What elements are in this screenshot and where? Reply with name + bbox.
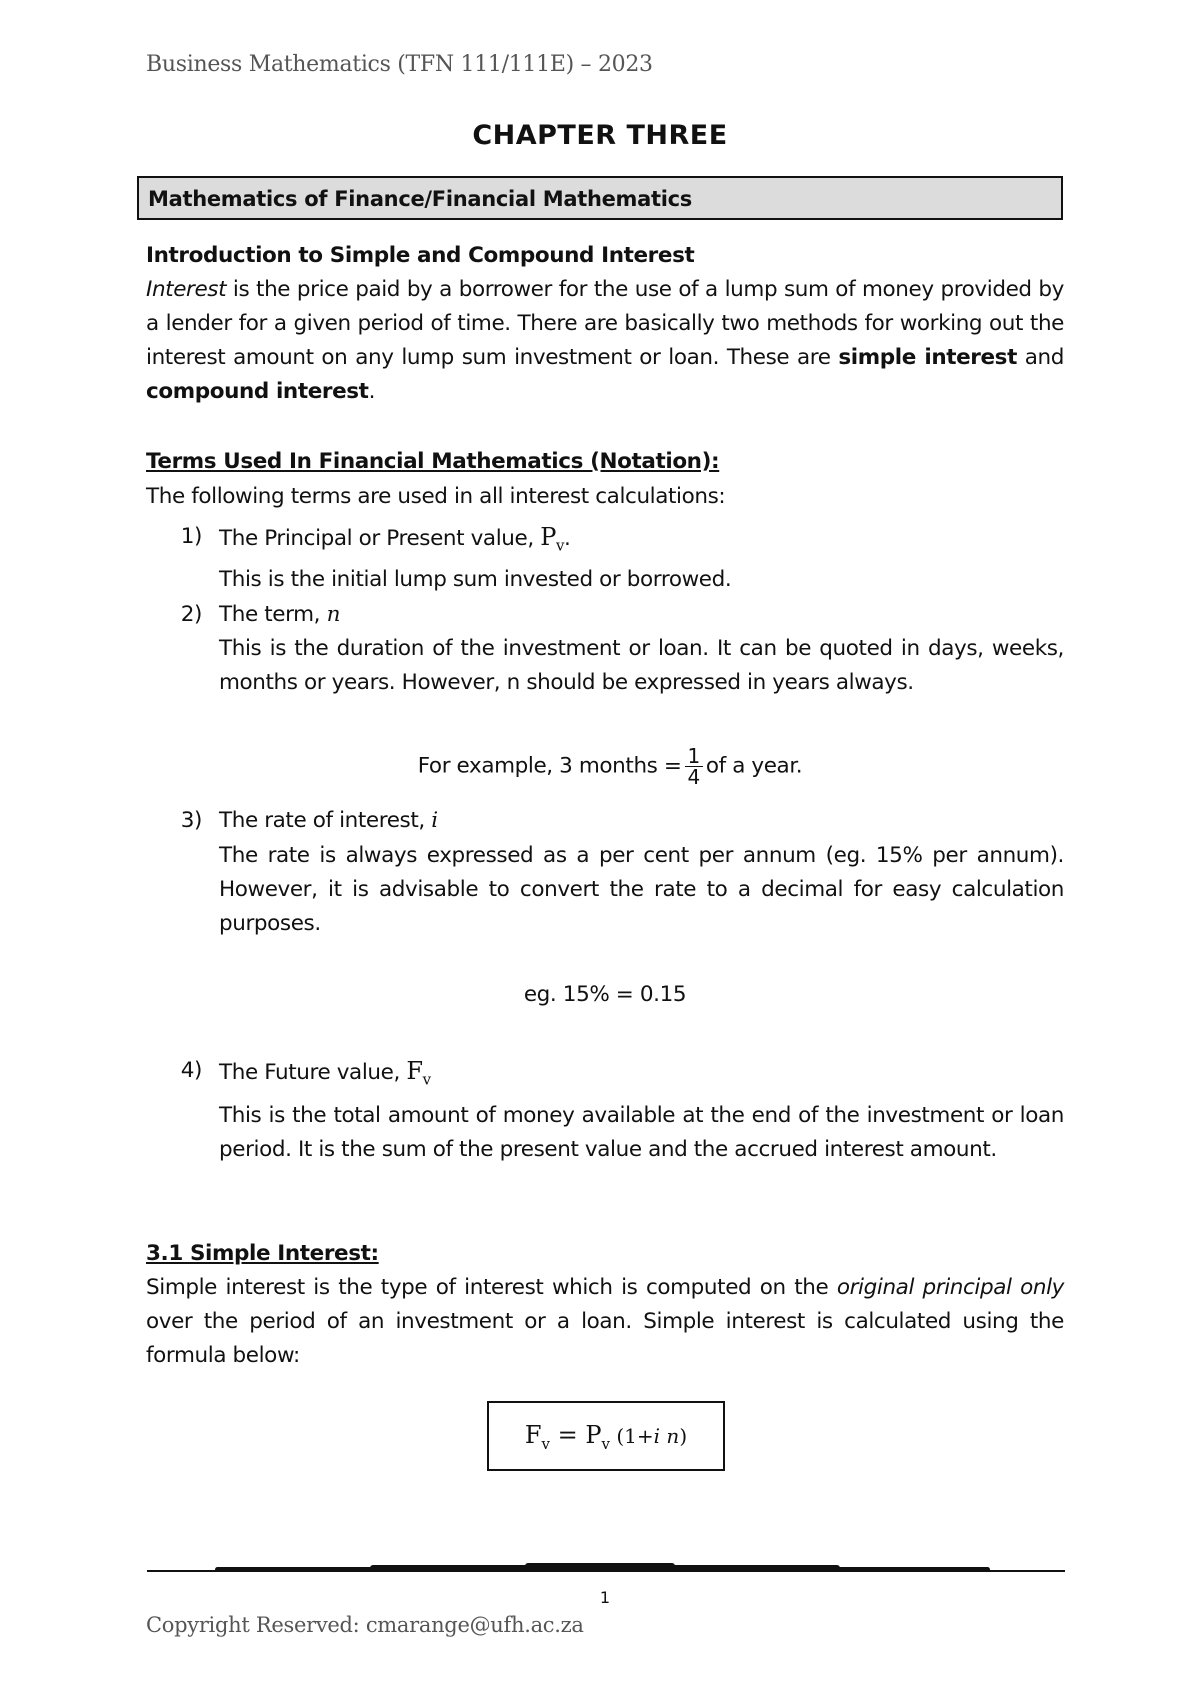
section-title-box: [137, 176, 1063, 220]
formula-equals: =: [550, 1421, 586, 1449]
item-4-label: [219, 1054, 431, 1096]
item-3-label: [219, 804, 438, 838]
pv-symbol: P: [540, 523, 556, 551]
intro-text-3: .: [368, 379, 375, 404]
intro-text-2: and: [1016, 345, 1064, 370]
si-text-2: over the period of an investment or a loan. Simple interest is calculated using the formula below:: [146, 1309, 1064, 1368]
fv-symbol: F: [406, 1057, 423, 1085]
fraction-denominator: 4: [687, 765, 700, 789]
item-3-description: The rate is always expressed as a per cent per annum (eg. 15% per annum). However, it is advisable to convert the rate to a decimal for easy calculation purposes.: [219, 843, 1064, 936]
formula-fv: F: [524, 1421, 542, 1449]
item-2-number: 2): [180, 602, 202, 627]
pv-subscript: v: [555, 536, 565, 555]
fraction-numerator: 1: [685, 746, 703, 767]
terms-heading: Terms Used In Financial Mathematics (Notation):: [146, 449, 720, 474]
item-4-description: This is the total amount of money available at the end of the investment or loan period. It is the sum of the present value and the accrued interest amount.: [219, 1103, 1064, 1162]
item-4-label-text: The Future value,: [219, 1060, 407, 1085]
formula-open: (1+: [610, 1424, 654, 1448]
running-header: Business Mathematics (TFN 111/111E) – 2023: [146, 52, 653, 77]
compound-interest-term: compound interest: [146, 379, 369, 404]
i-symbol: i: [431, 808, 438, 833]
simple-interest-paragraph: [146, 1271, 1064, 1373]
formula-fv-sub: v: [541, 1434, 550, 1453]
item-1-label-text: The Principal or Present value,: [219, 526, 541, 551]
formula-n: n: [660, 1424, 680, 1448]
intro-heading: Introduction to Simple and Compound Interest: [146, 243, 695, 268]
item-1-number: 1): [180, 524, 202, 549]
chapter-title: CHAPTER THREE: [472, 120, 728, 151]
example-prefix: For example, 3 months =: [417, 753, 682, 779]
fv-subscript: v: [422, 1070, 431, 1089]
formula-pv: P: [585, 1421, 602, 1449]
formula-pv-sub: v: [601, 1434, 611, 1453]
rate-example: eg. 15% = 0.15: [523, 982, 687, 1007]
one-quarter-fraction: [685, 746, 703, 787]
formula-i: i: [653, 1424, 661, 1448]
intro-lead-term: Interest: [146, 277, 227, 302]
simple-interest-heading: 3.1 Simple Interest:: [146, 1241, 379, 1266]
page-number: 1: [599, 1588, 611, 1607]
n-symbol: n: [326, 602, 341, 627]
intro-text-1: is the price paid by a borrower for the use of a lump sum of money provided by a lender for a given period of time. There are basically two methods for working out the interest amount on any lump sum investment or loan. These are: [146, 277, 1064, 370]
simple-interest-formula: [487, 1401, 725, 1471]
item-2-label-text: The term,: [219, 602, 327, 627]
original-principal-phrase: original principal only: [836, 1275, 1064, 1300]
terms-lead: The following terms are used in all interest calculations:: [146, 484, 726, 509]
item-1-label: [219, 520, 570, 562]
item-1-description: This is the initial lump sum invested or borrowed.: [219, 567, 732, 592]
item-1-end: .: [564, 526, 571, 551]
item-2-description: This is the duration of the investment or loan. It can be quoted in days, weeks, months or years. However, n should be expressed in years always.: [219, 636, 1064, 695]
item-3-label-text: The rate of interest,: [219, 808, 432, 833]
si-text-1: Simple interest is the type of interest which is computed on the: [146, 1275, 837, 1300]
footer-rule-accent: [525, 1563, 675, 1572]
example-suffix: of a year.: [705, 753, 803, 779]
item-4-number: 4): [180, 1058, 202, 1083]
item-3-number: 3): [180, 808, 202, 833]
simple-interest-term: simple interest: [838, 345, 1017, 370]
section-title: Mathematics of Finance/Financial Mathematics: [148, 187, 692, 211]
intro-paragraph: [146, 273, 1064, 409]
copyright-notice: Copyright Reserved: cmarange@ufh.ac.za: [146, 1613, 584, 1637]
formula-close: ): [679, 1424, 688, 1448]
item-2-label: [219, 598, 340, 632]
months-example: [0, 746, 1200, 787]
